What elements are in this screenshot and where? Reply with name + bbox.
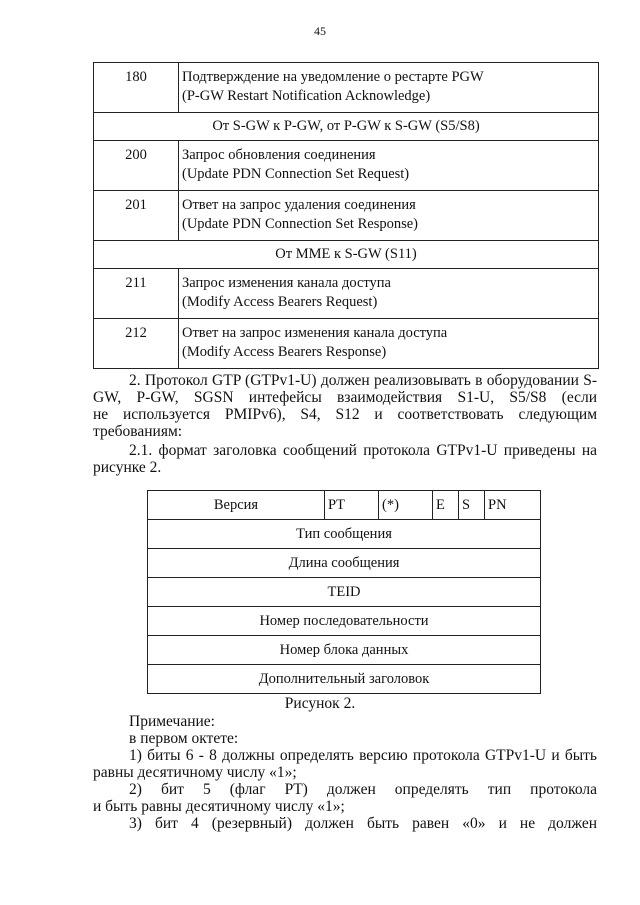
message-code: 201 (94, 191, 179, 241)
section-heading: От MME к S-GW (S11) (94, 241, 599, 269)
description-ru: Запрос обновления соединения (182, 147, 376, 163)
header-flags-row (148, 491, 541, 520)
header-field-row (148, 665, 541, 694)
gtp-header-figure (147, 490, 541, 694)
description-ru: Запрос изменения канала доступа (182, 275, 391, 291)
message-code: 180 (94, 63, 179, 113)
header-field-row (148, 578, 541, 607)
version-field: Версия (148, 491, 325, 520)
message-type-field: Тип сообщения (148, 520, 541, 549)
e-field: E (433, 491, 459, 520)
message-description (179, 319, 599, 369)
table-section-row (94, 113, 599, 141)
pn-field: PN (485, 491, 541, 520)
teid-field: TEID (148, 578, 541, 607)
description-en: (Update PDN Connection Set Response) (182, 216, 418, 232)
s-field: S (459, 491, 485, 520)
message-description (179, 141, 599, 191)
message-code: 211 (94, 269, 179, 319)
page-number: 45 (314, 24, 326, 38)
description-en: (Update PDN Connection Set Request) (182, 166, 410, 182)
message-description (179, 63, 599, 113)
table-row (94, 141, 599, 191)
notes-title: Примечание: (129, 713, 215, 730)
note-line: равны десятичному числу «1»; (93, 764, 297, 781)
header-field-row (148, 607, 541, 636)
paragraph-2-1 (93, 442, 597, 476)
header-field-row (148, 549, 541, 578)
notes-subtitle: в первом октете: (129, 730, 239, 747)
description-ru: Ответ на запрос изменения канала доступа (182, 325, 448, 341)
table-section-row (94, 241, 599, 269)
note-line: и быть равны десятичному числу «1»; (93, 798, 345, 815)
message-length-field: Длина сообщения (148, 549, 541, 578)
table-row (94, 191, 599, 241)
n-pdu-number-field: Номер блока данных (148, 636, 541, 665)
figure-caption: Рисунок 2. (284, 695, 356, 712)
paragraph-line: 2.1. формат заголовка сообщений протокола GTPv1-U приведены на (129, 442, 597, 459)
description-en: (Modify Access Bearers Request) (182, 294, 378, 310)
message-description (179, 191, 599, 241)
paragraph-line: не используется PMIPv6), S4, S12 и соответствовать следующим (93, 406, 597, 423)
notes (93, 713, 597, 832)
paragraph-2 (93, 372, 597, 440)
header-field-row (148, 520, 541, 549)
description-ru: Ответ на запрос удаления соединения (182, 197, 416, 213)
paragraph-line: рисунке 2. (93, 459, 162, 476)
table-row (94, 63, 599, 113)
message-code: 200 (94, 141, 179, 191)
table-row (94, 319, 599, 369)
description-ru: Подтверждение на уведомление о рестарте PGW (182, 69, 484, 85)
description-en: (P-GW Restart Notification Acknowledge) (182, 88, 431, 104)
extension-header-field: Дополнительный заголовок (148, 665, 541, 694)
message-code: 212 (94, 319, 179, 369)
note-line: 1) биты 6 - 8 должны определять версию протокола GTPv1-U и быть (129, 747, 597, 764)
paragraph-line: GW, P-GW, SGSN интефейсы взаимодействия S1-U, S5/S8 (если (93, 389, 597, 406)
paragraph-line: 2. Протокол GTP (GTPv1-U) должен реализовывать в оборудовании S- (129, 372, 597, 389)
message-type-table (93, 62, 599, 369)
description-en: (Modify Access Bearers Response) (182, 344, 387, 360)
note-line: 3) бит 4 (резервный) должен быть равен «0» и не должен (129, 815, 597, 832)
sequence-number-field: Номер последовательности (148, 607, 541, 636)
paragraph-line: требованиям: (93, 423, 183, 440)
note-line: 2) бит 5 (флаг PT) должен определять тип протокола (129, 781, 597, 798)
message-description (179, 269, 599, 319)
table-row (94, 269, 599, 319)
section-heading: От S-GW к P-GW, от P-GW к S-GW (S5/S8) (94, 113, 599, 141)
reserved-field: (*) (379, 491, 433, 520)
header-field-row (148, 636, 541, 665)
pt-field: PT (325, 491, 379, 520)
